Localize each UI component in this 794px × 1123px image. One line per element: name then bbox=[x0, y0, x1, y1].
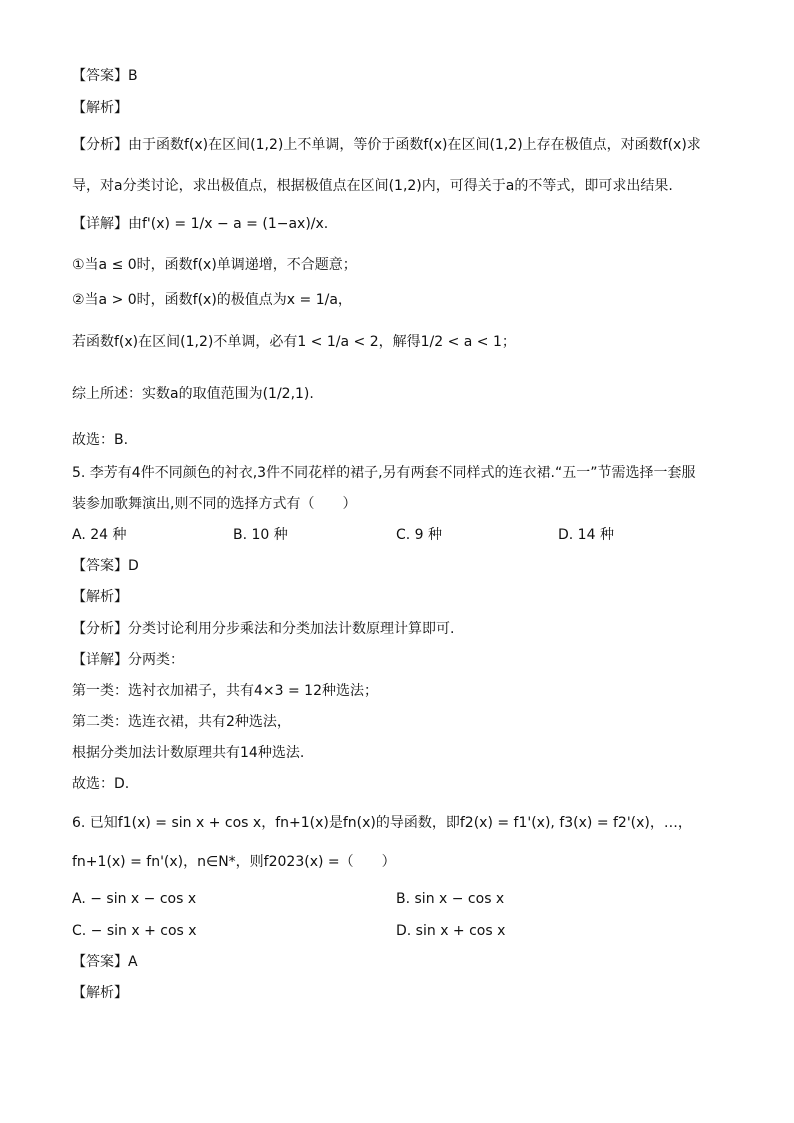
question-6-line1: 6. 已知f1(x) = sin x + cos x，fn+1(x)是fn(x)的导函数，即f2(x) = f1'(x), f3(x) = f2'(x)，…， bbox=[72, 815, 692, 831]
detail-q4-case2: ②当a > 0时，函数f(x)的极值点为x = 1/a， bbox=[72, 292, 352, 308]
analysis-header-q6: 【解析】 bbox=[72, 985, 128, 1001]
analysis-q4-line1: 【分析】由于函数f(x)在区间(1,2)上不单调，等价于函数f(x)在区间(1,2)上存在极值点，对函数f(x)求 bbox=[72, 137, 701, 153]
question-5-line2: 装参加歌舞演出,则不同的选择方式有（ ） bbox=[72, 496, 357, 512]
detail-q4-derivative: 【详解】由f'(x) = 1/x − a = (1−ax)/x. bbox=[72, 216, 329, 232]
detail-q5-header: 【详解】分两类： bbox=[72, 652, 184, 668]
answer-label-q5: 【答案】D bbox=[72, 558, 139, 574]
q5-option-d: D. 14 种 bbox=[558, 527, 614, 543]
analysis-header-q4: 【解析】 bbox=[72, 100, 128, 116]
detail-q5-type1: 第一类：选衬衣加裙子，共有4×3 = 12种选法； bbox=[72, 683, 378, 699]
q5-option-c: C. 9 种 bbox=[396, 527, 443, 543]
analysis-header-q5: 【解析】 bbox=[72, 589, 128, 605]
question-5-line1: 5. 李芳有4件不同颜色的衬衣,3件不同花样的裙子,另有两套不同样式的连衣裙.“五一”节需选择一套服 bbox=[72, 465, 696, 481]
detail-q4-condition: 若函数f(x)在区间(1,2)不单调，必有1 < 1/a < 2，解得1/2 < a < 1； bbox=[72, 334, 516, 350]
q5-option-a: A. 24 种 bbox=[72, 527, 127, 543]
q6-option-a: A. − sin x − cos x bbox=[72, 891, 197, 907]
q6-option-b: B. sin x − cos x bbox=[396, 891, 505, 907]
detail-q4-conclusion: 综上所述：实数a的取值范围为(1/2,1). bbox=[72, 386, 314, 402]
q6-option-d: D. sin x + cos x bbox=[396, 923, 506, 939]
detail-q5-type2: 第二类：选连衣裙，共有2种选法， bbox=[72, 714, 291, 730]
choice-q4: 故选：B. bbox=[72, 432, 129, 448]
answer-label-q6: 【答案】A bbox=[72, 954, 138, 970]
answer-label-q4: 【答案】B bbox=[72, 68, 138, 84]
detail-q5-total: 根据分类加法计数原理共有14种选法. bbox=[72, 745, 305, 761]
detail-q4-case1: ①当a ≤ 0时，函数f(x)单调递增，不合题意； bbox=[72, 257, 357, 273]
q5-option-b: B. 10 种 bbox=[233, 527, 288, 543]
analysis-q4-line2: 导，对a分类讨论，求出极值点，根据极值点在区间(1,2)内，可得关于a的不等式，即可求出结果. bbox=[72, 178, 673, 194]
analysis-q5: 【分析】分类讨论利用分步乘法和分类加法计数原理计算即可. bbox=[72, 621, 455, 637]
q6-option-c: C. − sin x + cos x bbox=[72, 923, 197, 939]
choice-q5: 故选：D. bbox=[72, 776, 130, 792]
question-6-line2: fn+1(x) = fn'(x)，n∈N*，则f2023(x) =（ ） bbox=[72, 854, 396, 870]
